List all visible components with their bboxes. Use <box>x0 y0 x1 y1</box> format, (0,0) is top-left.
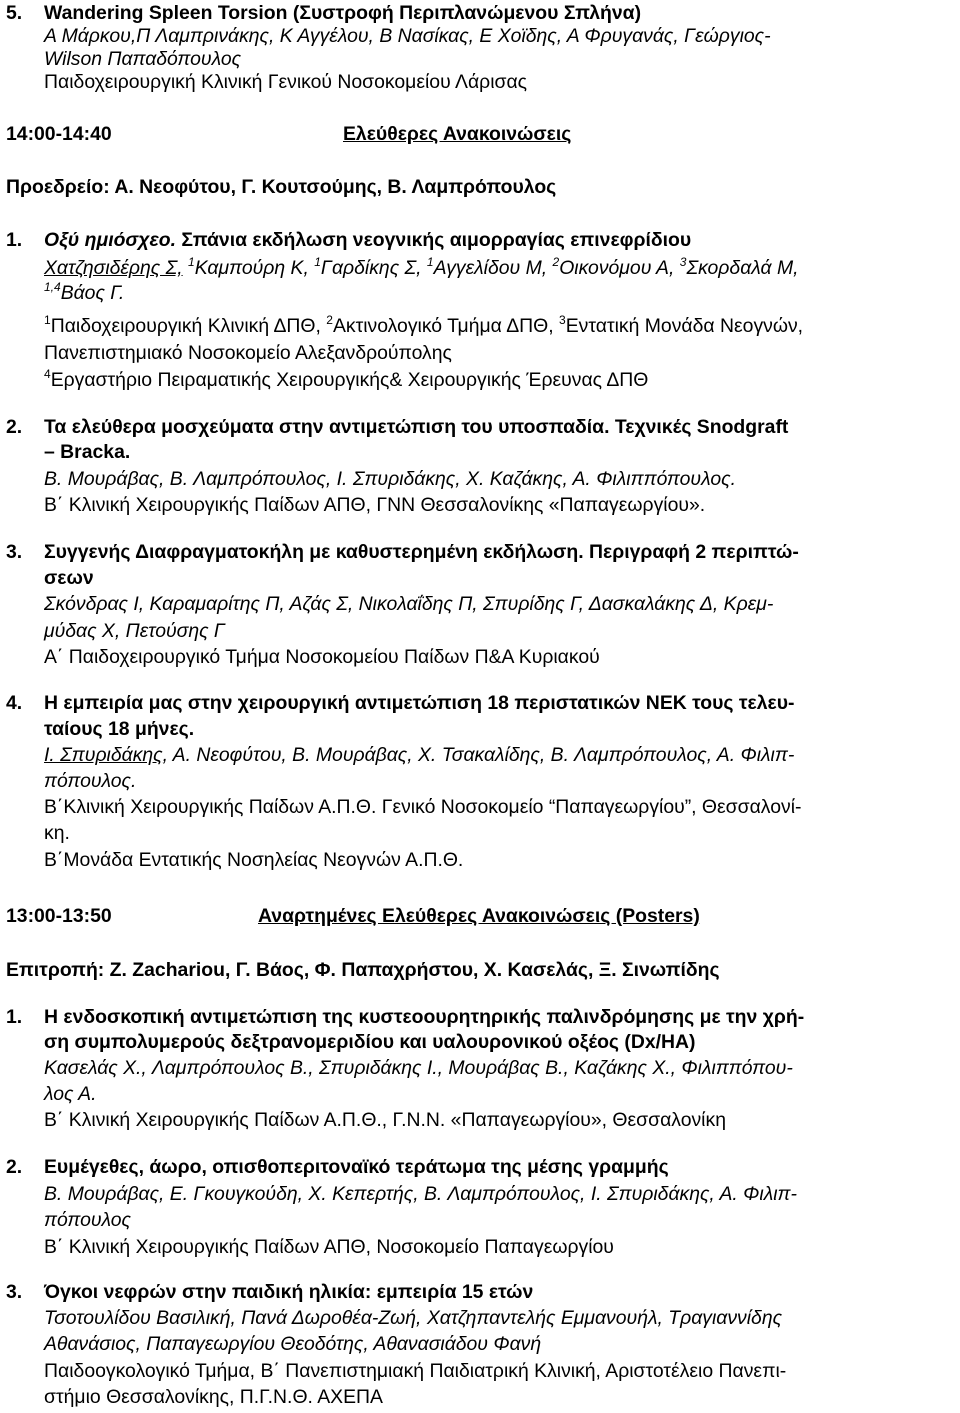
s1-item-1-authors <box>44 257 799 280</box>
s1-item-2-title-cont: – Bracka. <box>44 441 131 463</box>
affil-marker: 1 <box>426 255 434 269</box>
author: Γαρδίκης Σ, <box>320 257 427 279</box>
s2-item-3-number: 3. <box>6 1281 23 1303</box>
s1-item-4-authors <box>44 744 794 767</box>
s2-item-3-affiliation-cont: στήμιο Θεσσαλονίκης, Π.Γ.Ν.Θ. ΑΧΕΠΑ <box>44 1386 383 1408</box>
s2-item-3-authors-cont: Αθανάσιος, Παπαγεωργίου Θεοδότης, Αθανασιάδου Φανή <box>44 1333 542 1355</box>
s1-item-3-authors-cont: μύδας Χ, Πετούσης Γ <box>44 620 225 642</box>
affiliation: Εργαστήριο Πειραματικής Χειρουργικής& Χειρουργικής Έρευνας ΔΠΘ <box>50 369 649 391</box>
session-2-time: 13:00-13:50 <box>6 905 112 927</box>
affil-marker: 3 <box>679 255 687 269</box>
s2-item-3-authors: Τσοτουλίδου Βασιλική, Πανά Δωροθέα-Ζωή, Χατζηπαντελής Εμμανουήλ, Τραγιαννίδης <box>44 1307 783 1329</box>
affil-marker: 1 <box>188 255 195 269</box>
author: Σκορδαλά Μ, <box>686 257 799 279</box>
s1-item-4-title: Η εμπειρία μας στην χειρουργική αντιμετώπιση 18 περιστατικών ΝΕΚ τους τελευ- <box>44 692 795 714</box>
s1-item-2-title: Τα ελεύθερα μοσχεύματα στην αντιμετώπιση του υποσπαδία. Τεχνικές Snodgraft <box>44 416 789 438</box>
s1-item-1-affiliation-4 <box>44 369 648 392</box>
s2-item-2-authors: Β. Μουράβας, Ε. Γκουγκούδη, Χ. Κεπερτής, Β. Λαμπρόπουλος, Ι. Σπυριδάκης, Α. Φιλιπ- <box>44 1183 797 1205</box>
item-5-authors: Α Μάρκου,Π Λαμπρινάκης, Κ Αγγέλου, Β Νασίκας, Ε Χοϊδης, Α Φρυγανάς, Γεώργιος- <box>44 25 771 47</box>
s2-item-1-authors: Κασελάς Χ., Λαμπρόπουλος Β., Σπυριδάκης Ι., Μουράβας Β., Καζάκης Χ., Φιλιππόπου- <box>44 1057 793 1079</box>
s2-item-2-affiliation: Β΄ Κλινική Χειρουργικής Παίδων ΑΠΘ, Νοσοκομείο Παπαγεωργίου <box>44 1236 614 1258</box>
s1-item-1-authors-cont <box>44 282 124 305</box>
s2-item-3-affiliation: Παιδοογκολογικό Τμήμα, Β΄ Πανεπιστημιακή Παιδιατρική Κλινική, Αριστοτέλειο Πανεπι- <box>44 1360 787 1382</box>
author: Αγγελίδου Μ, <box>433 257 553 279</box>
affil-marker: 3 <box>559 313 566 327</box>
s1-item-4-affiliation-cont: κη. <box>44 822 70 844</box>
item-5-authors-cont: Wilson Παπαδόπουλος <box>44 48 242 70</box>
s1-item-2-number: 2. <box>6 416 23 438</box>
s1-item-3-affiliation: Α΄ Παιδοχειρουργικό Τμήμα Νοσοκομείου Παίδων Π&Α Κυριακού <box>44 646 600 668</box>
s1-item-2-authors: Β. Μουράβας, Β. Λαμπρόπουλος, Ι. Σπυριδάκης, Χ. Καζάκης, Α. Φιλιππόπουλος. <box>44 468 736 490</box>
affil-marker: 4 <box>44 367 51 381</box>
s1-item-3-title-cont: σεων <box>44 567 94 589</box>
author: Βάος Γ. <box>60 282 125 304</box>
s1-item-1-title-rest: Σπάνια εκδήλωση νεογνικής αιμορραγίας επινεφρίδιου <box>176 229 692 251</box>
s1-item-4-first-author: Ι. Σπυριδάκης <box>44 744 163 766</box>
s2-item-1-authors-cont: λος Α. <box>44 1083 97 1105</box>
item-5-number: 5. <box>6 2 23 24</box>
affiliation: Παιδοχειρουργική Κλινική ΔΠΘ, <box>50 315 327 337</box>
s1-item-4-affiliation: Β΄Κλινική Χειρουργικής Παίδων Α.Π.Θ. Γενικό Νοσοκομείο “Παπαγεωργίου”, Θεσσαλονί- <box>44 796 802 818</box>
session-2-title: Αναρτημένες Ελεύθερες Ανακοινώσεις (Posters) <box>258 905 700 927</box>
affiliation: Εντατική Μονάδα Νεογνών, <box>565 315 804 337</box>
item-5-affiliation: Παιδοχειρουργική Κλινική Γενικού Νοσοκομείου Λάρισας <box>44 71 528 93</box>
affil-marker: 2 <box>552 255 560 269</box>
s1-item-4-authors-cont: πόπουλος. <box>44 770 137 792</box>
s2-item-2-authors-cont: πόπουλος <box>44 1209 131 1231</box>
s2-item-1-title: Η ενδοσκοπική αντιμετώπιση της κυστεοουρητηρικής παλινδρόμησης με την χρή- <box>44 1006 805 1028</box>
s1-item-1-affiliations <box>44 315 803 338</box>
s1-item-1-number: 1. <box>6 229 23 251</box>
s1-item-1-title-italic: Οξύ ημιόσχεο. <box>44 229 177 251</box>
author: Καμπούρη Κ, <box>194 257 315 279</box>
s2-item-1-affiliation: Β΄ Κλινική Χειρουργικής Παίδων Α.Π.Θ., Γ.Ν.Ν. «Παπαγεωργίου», Θεσσαλονίκη <box>44 1109 726 1131</box>
s1-item-1-title <box>44 229 691 252</box>
affil-marker: 1,4 <box>44 280 61 294</box>
s1-item-2-affiliation: Β΄ Κλινική Χειρουργικής Παίδων ΑΠΘ, ΓΝΝ Θεσσαλονίκης «Παπαγεωργίου». <box>44 494 706 516</box>
s2-item-1-number: 1. <box>6 1006 23 1028</box>
affiliation: Ακτινολογικό Τμήμα ΔΠΘ, <box>332 315 560 337</box>
s1-item-3-number: 3. <box>6 541 23 563</box>
s2-item-2-title: Ευμέγεθες, άωρο, οπισθοπεριτοναϊκό τεράτωμα της μέσης γραμμής <box>44 1156 669 1178</box>
session-1-title: Ελεύθερες Ανακοινώσεις <box>343 123 572 145</box>
s1-item-3-authors: Σκόνδρας Ι, Καραμαρίτης Π, Αζάς Σ, Νικολαΐδης Π, Σπυρίδης Γ, Δασκαλάκης Δ, Κρεμ- <box>44 593 774 615</box>
s2-item-1-title-cont: ση συμπολυμερούς δεξτρανομεριδίου και υαλουρονικού οξέος (Dx/HA) <box>44 1031 696 1053</box>
s1-item-1-affiliations-cont: Πανεπιστημιακό Νοσοκομείο Αλεξανδρούπολης <box>44 342 452 364</box>
s1-item-4-number: 4. <box>6 692 23 714</box>
affil-marker: 1 <box>44 313 51 327</box>
item-5-title: Wandering Spleen Torsion (Συστροφή Περιπλανώμενου Σπλήνα) <box>44 2 642 24</box>
affil-marker: 1 <box>314 255 321 269</box>
session-1-time: 14:00-14:40 <box>6 123 112 145</box>
s1-item-4-title-cont: ταίους 18 μήνες. <box>44 718 195 740</box>
affil-marker: 2 <box>326 313 333 327</box>
s2-item-3-title: Όγκοι νεφρών στην παιδική ηλικία: εμπειρία 15 ετών <box>44 1281 534 1303</box>
session-1-chairs: Προεδρείο: Α. Νεοφύτου, Γ. Κουτσούμης, Β. Λαμπρόπουλος <box>6 176 557 198</box>
s1-item-1-first-author: Χατζησιδέρης Σ, <box>44 257 183 279</box>
s2-item-2-number: 2. <box>6 1156 23 1178</box>
s1-item-4-affiliation-2: Β΄Μονάδα Εντατικής Νοσηλείας Νεογνών Α.Π.Θ. <box>44 849 464 871</box>
author: Οικονόμου Α, <box>559 257 680 279</box>
s1-item-4-authors-rest: , Α. Νεοφύτου, Β. Μουράβας, Χ. Τσακαλίδης, Β. Λαμπρόπουλος, Α. Φιλιπ- <box>162 744 795 766</box>
s1-item-3-title: Συγγενής Διαφραγματοκήλη με καθυστερημένη εκδήλωση. Περιγραφή 2 περιπτώ- <box>44 541 799 563</box>
session-2-committee: Επιτροπή: Ζ. Zachariou, Γ. Βάος, Φ. Παπαχρήστου, Χ. Κασελάς, Ξ. Σινωπίδης <box>6 959 720 981</box>
